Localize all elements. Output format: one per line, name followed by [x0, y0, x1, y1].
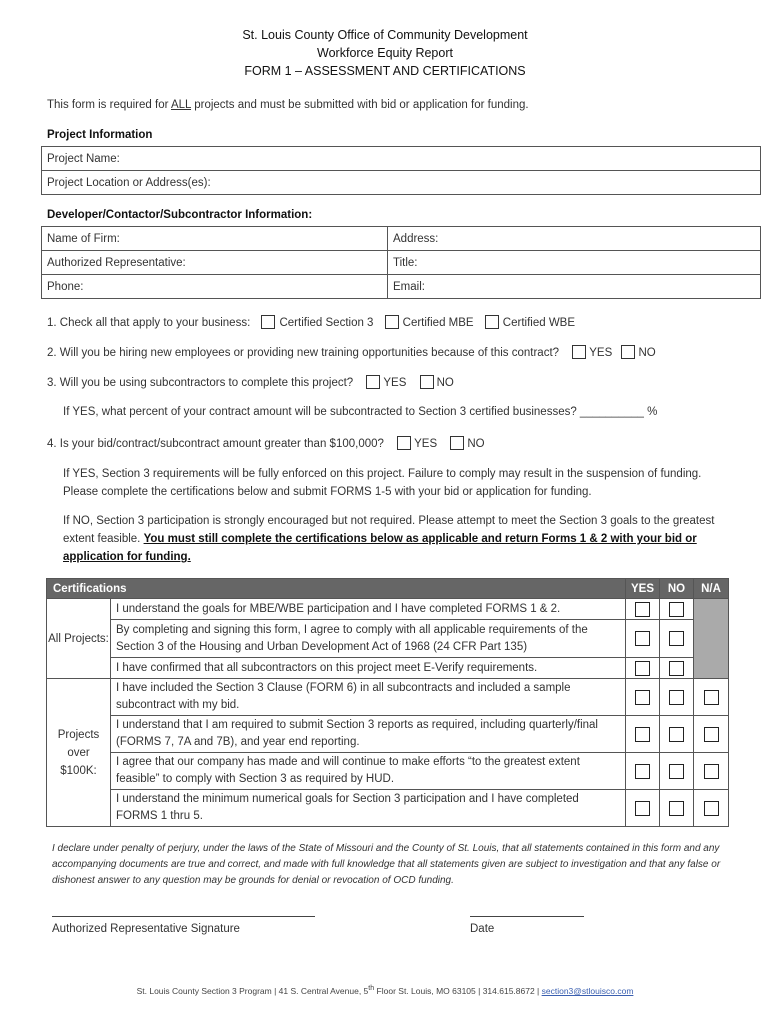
col-no: NO [660, 579, 694, 599]
yes-checkbox[interactable] [635, 764, 650, 779]
project-location-field[interactable]: Project Location or Address(es): [42, 171, 761, 195]
group-all-projects-label: All Projects: [47, 599, 111, 679]
cert-statement: By completing and signing this form, I agree to comply with all applicable requirements of the Section 3 of the Housing and Urban Development Act of 1968 (24 CFR Part 135) [111, 620, 626, 658]
table-row [47, 716, 729, 753]
table-row [47, 753, 729, 790]
certifications-title: Certifications [47, 579, 626, 599]
title-field[interactable]: Title: [388, 251, 761, 275]
if-yes-paragraph: If YES, Section 3 requirements will be fully enforced on this project. Failure to comply may result in the suspension of funding. Please complete the certifications below and submit FORMS 1-5 with your bid or application for funding. [63, 468, 702, 498]
project-name-field[interactable]: Project Name: [42, 147, 761, 171]
address-field[interactable]: Address: [388, 227, 761, 251]
yes-checkbox[interactable] [635, 727, 650, 742]
q3-no-label: NO [436, 377, 454, 389]
developer-info-table [41, 226, 761, 299]
na-disabled-cell [694, 599, 729, 679]
intro-underlined: ALL [170, 99, 192, 111]
email-field[interactable]: Email: [388, 275, 761, 299]
certified-section3-label: Certified Section 3 [279, 317, 374, 329]
cert-statement: I have confirmed that all subcontractors on this project meet E-Verify requirements. [111, 658, 626, 679]
question-1-text: 1. Check all that apply to your business: [47, 317, 251, 329]
table-row [47, 599, 729, 620]
yes-checkbox[interactable] [635, 602, 650, 617]
header-agency: St. Louis County Office of Community Development [242, 28, 528, 42]
q3-yes-label: YES [383, 377, 407, 389]
cert-statement: I understand that I am required to submit Section 3 reports as required, including quarterly/final (FORMS 7, 7A and 7B), and year end reporting. [111, 716, 626, 753]
certified-mbe-label: Certified MBE [402, 317, 474, 329]
if-no-paragraph [63, 512, 728, 566]
group-over-100k-label: Projects over $100K: [47, 679, 111, 827]
cert-statement: I understand the minimum numerical goals for Section 3 participation and I have completed FORMS 1 thru 5. [111, 790, 626, 827]
question-3-followup[interactable]: If YES, what percent of your contract amount will be subcontracted to Section 3 certified businesses? __________ % [63, 406, 658, 418]
cert-statement: I agree that our company has made and will continue to make efforts “to the greatest extent feasible” to comply with Section 3 as required by HUD. [111, 753, 626, 790]
certifications-table [46, 578, 729, 827]
na-checkbox[interactable] [704, 764, 719, 779]
no-checkbox[interactable] [669, 661, 684, 676]
intro-before: This form is required for [47, 99, 171, 111]
question-3-text: 3. Will you be using subcontractors to complete this project? [47, 377, 354, 389]
if-no-bold-text: You must still complete the certifications below as applicable and return Forms 1 & 2 with your bid or application for funding. [63, 533, 697, 563]
certified-mbe-checkbox[interactable] [385, 315, 399, 329]
col-na: N/A [694, 579, 729, 599]
footer-superscript: th [368, 984, 375, 992]
project-info-title: Project Information [47, 129, 153, 141]
cert-statement: I understand the goals for MBE/WBE participation and I have completed FORMS 1 & 2. [111, 599, 626, 620]
certified-wbe-checkbox[interactable] [485, 315, 499, 329]
certifications-header-row [47, 579, 729, 599]
cert-statement: I have included the Section 3 Clause (FORM 6) in all subcontracts and included a sample subcontract with my bid. [111, 679, 626, 716]
header-form-title: FORM 1 – ASSESSMENT AND CERTIFICATIONS [244, 64, 526, 78]
question-2 [47, 345, 656, 359]
certified-section3-checkbox[interactable] [261, 315, 275, 329]
q2-no-label: NO [638, 347, 656, 359]
no-checkbox[interactable] [669, 801, 684, 816]
footer-text-after: Floor St. Louis, MO 63105 | 314.615.8672 | [374, 985, 542, 996]
footer-text-before: St. Louis County Section 3 Program | 41 S. Central Avenue, 5 [136, 985, 369, 996]
na-checkbox[interactable] [704, 801, 719, 816]
na-checkbox[interactable] [704, 727, 719, 742]
perjury-declaration: I declare under penalty of perjury, under the laws of the State of Missouri and the County of St. Louis, that all statements contained in this form and any accompanying documents are true and correct, and made with full knowledge that all statements given are subject to investigation and that any false or dishonest answer to any question may be grounds for denial or revocation of OCD funding. [52, 843, 721, 886]
signature-label: Authorized Representative Signature [52, 923, 240, 935]
no-checkbox[interactable] [669, 602, 684, 617]
q4-yes-checkbox[interactable] [397, 436, 411, 450]
table-row [47, 790, 729, 827]
authorized-rep-field[interactable]: Authorized Representative: [42, 251, 388, 275]
q2-yes-checkbox[interactable] [572, 345, 586, 359]
yes-checkbox[interactable] [635, 661, 650, 676]
footer-email-link[interactable]: section3@stlouisco.com [541, 985, 634, 996]
developer-info-title: Developer/Contactor/Subcontractor Information: [47, 209, 313, 221]
yes-checkbox[interactable] [635, 631, 650, 646]
no-checkbox[interactable] [669, 727, 684, 742]
certified-wbe-label: Certified WBE [502, 317, 576, 329]
na-checkbox[interactable] [704, 690, 719, 705]
q2-yes-label: YES [589, 347, 613, 359]
question-2-text: 2. Will you be hiring new employees or providing new training opportunities because of this contract? [47, 347, 560, 359]
project-info-table [41, 146, 761, 195]
intro-after: projects and must be submitted with bid or application for funding. [191, 99, 529, 111]
q4-no-checkbox[interactable] [450, 436, 464, 450]
page-footer [0, 984, 770, 996]
yes-checkbox[interactable] [635, 801, 650, 816]
form-header [0, 26, 770, 80]
no-checkbox[interactable] [669, 764, 684, 779]
question-3 [47, 375, 454, 389]
header-report-name: Workforce Equity Report [317, 46, 453, 60]
table-row [47, 620, 729, 658]
table-row [47, 679, 729, 716]
if-no-text: If NO, Section 3 participation is strongly encouraged but not required. Please attempt to meet the Section 3 goals to the greatest extent feasible. [63, 515, 715, 545]
phone-field[interactable]: Phone: [42, 275, 388, 299]
question-1 [47, 315, 575, 329]
q4-yes-label: YES [414, 438, 438, 450]
date-line[interactable] [470, 916, 584, 917]
firm-name-field[interactable]: Name of Firm: [42, 227, 388, 251]
table-row [47, 658, 729, 679]
q3-yes-checkbox[interactable] [366, 375, 380, 389]
q2-no-checkbox[interactable] [621, 345, 635, 359]
yes-checkbox[interactable] [635, 690, 650, 705]
col-yes: YES [626, 579, 660, 599]
question-4-text: 4. Is your bid/contract/subcontract amount greater than $100,000? [47, 438, 384, 450]
question-4 [47, 436, 485, 450]
no-checkbox[interactable] [669, 631, 684, 646]
intro-text [47, 99, 529, 111]
no-checkbox[interactable] [669, 690, 684, 705]
q4-no-label: NO [467, 438, 485, 450]
signature-line[interactable] [52, 916, 315, 917]
date-label: Date [470, 923, 495, 935]
q3-no-checkbox[interactable] [420, 375, 434, 389]
